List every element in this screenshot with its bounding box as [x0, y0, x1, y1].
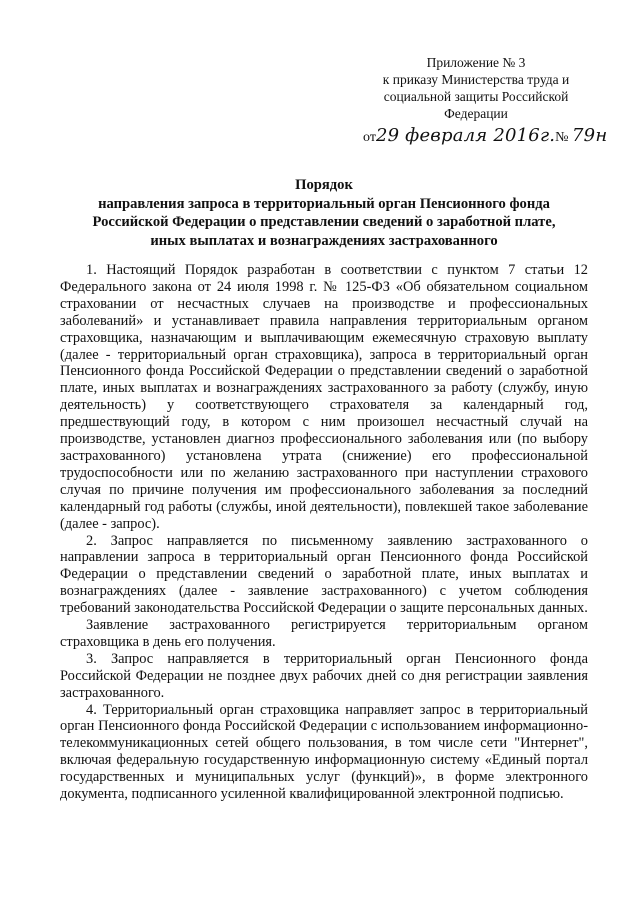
appendix-country-line: Федерации [444, 106, 508, 121]
paragraph-1: 1. Настоящий Порядок разработан в соответствии с пунктом 7 статьи 12 Федерального закона от 24 июля 1998 г. № 125-ФЗ «Об обязательном социальном страховании от несчастных случаев на производстве и профессиональных заболеваний» и устанавливает правила направления территориальным органом страховщика, назначающим и выплачивающим ежемесячную страховую выплату (далее - территориальный орган страховщика), запроса в территориальный орган Пенсионного фонда Российской Федерации о представлении сведений о заработной плате, иных выплатах и вознаграждениях застрахованного за работу (службу, иную деятельность) у соответствующего страхователя за календарный год, предшествующий году, в котором с ним произошел несчастный случай на производстве, установлен диагноз профессионального заболевания или (по выбору застрахованного) установлена утрата (снижение) его профессиональной трудоспособности или по желанию застрахованного при наступлении страхового случая по причине получения им профессионального заболевания за последний календарный год работы (службы, иной деятельности), повлекшей такое заболевание (далее - запрос). [60, 262, 588, 532]
appendix-number: Приложение № 3 [426, 55, 526, 70]
title-line-3: иных выплатах и вознаграждениях застрахованного [150, 232, 498, 249]
order-number-handwritten: 79н [572, 125, 608, 146]
title-line-2: Российской Федерации о представлении сведений о заработной плате, [92, 214, 556, 230]
order-number-prefix: № [555, 130, 569, 145]
order-date-handwritten: 29 февраля 2016г. [375, 125, 556, 146]
title-heading: Порядок [295, 177, 353, 193]
document-body [60, 262, 588, 803]
appendix-ministry-line: социальной защиты Российской [383, 89, 569, 104]
appendix-header [372, 54, 580, 122]
order-reference [363, 125, 607, 146]
paragraph-3: 3. Запрос направляется в территориальный орган Пенсионного фонда Российской Федерации не позднее двух рабочих дней со дня регистрации заявления застрахованного. [60, 650, 588, 701]
paragraph-2: 2. Запрос направляется по письменному заявлению застрахованного о направлении запроса в территориальный орган Пенсионного фонда Российской Федерации о представлении сведений о заработной плате, иных выплатах и вознаграждениях (далее - заявление застрахованного) с учетом соблюдения требований законодательства Российской Федерации о защите персональных данных. [60, 532, 588, 617]
title-line-1: направления запроса в территориальный орган Пенсионного фонда [98, 195, 550, 212]
paragraph-4: 4. Территориальный орган страховщика направляет запрос в территориальный орган Пенсионного фонда Российской Федерации с использованием информационно-телекоммуникационных сетей общего пользования, в том числе сети "Интернет", включая федеральную государственную информационную систему «Единый портал государственных и муниципальных услуг (функций)», в форме электронного документа, подписанного усиленной квалифицированной электронной подписью. [60, 701, 588, 803]
order-from-prefix: от [363, 130, 376, 145]
paragraph-2-registration: Заявление застрахованного регистрируется территориальным органом страховщика в день его получения. [60, 617, 588, 650]
appendix-order-line: к приказу Министерства труда и [382, 72, 570, 87]
document-title [60, 176, 588, 250]
